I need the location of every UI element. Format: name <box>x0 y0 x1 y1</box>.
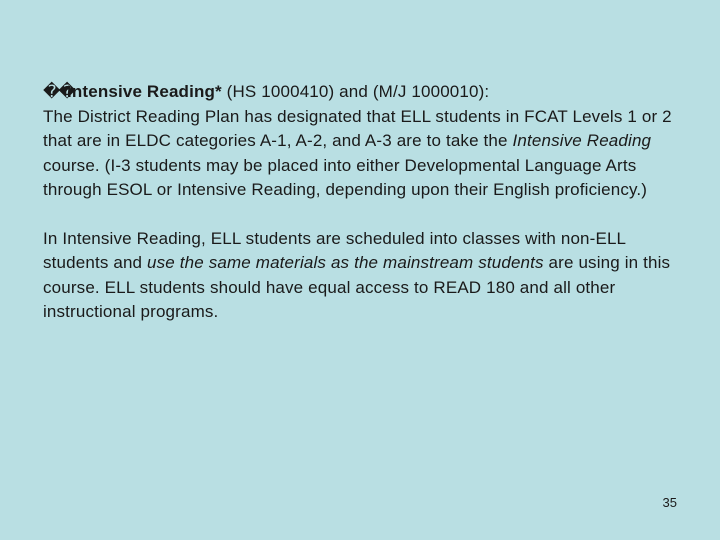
paragraph2-text-a: In Intensive Reading, ELL students are scheduled into classes with non-ELL students and <box>43 228 626 272</box>
paragraph1-text-b: course. (I-3 students may be placed into either Developmental Language Arts through ESOL or Intensive Reading, depending upon their English proficiency.) <box>43 155 648 199</box>
paragraph-intensive-reading-designation <box>43 80 683 203</box>
page-number: 35 <box>662 495 677 510</box>
course-codes: (HS 1000410) and (M/J 1000010): <box>221 82 490 101</box>
paragraph2-italic-materials: use the same materials as the mainstream students <box>147 253 544 272</box>
bullet-glyph: �� <box>43 82 74 101</box>
course-title: Intensive Reading* <box>67 82 222 101</box>
paragraph1-italic-course: Intensive Reading <box>512 131 652 150</box>
slide-body <box>43 80 683 325</box>
paragraph-scheduling <box>43 227 683 325</box>
paragraph1-text-a: The District Reading Plan has designated that ELL students in FCAT Levels 1 or 2 that are in ELDC categories A-1, A-2, and A-3 are to take the <box>43 106 672 150</box>
paragraph2-text-b: are using in this course. ELL students should have equal access to READ 180 and all other instructional programs. <box>43 253 671 321</box>
